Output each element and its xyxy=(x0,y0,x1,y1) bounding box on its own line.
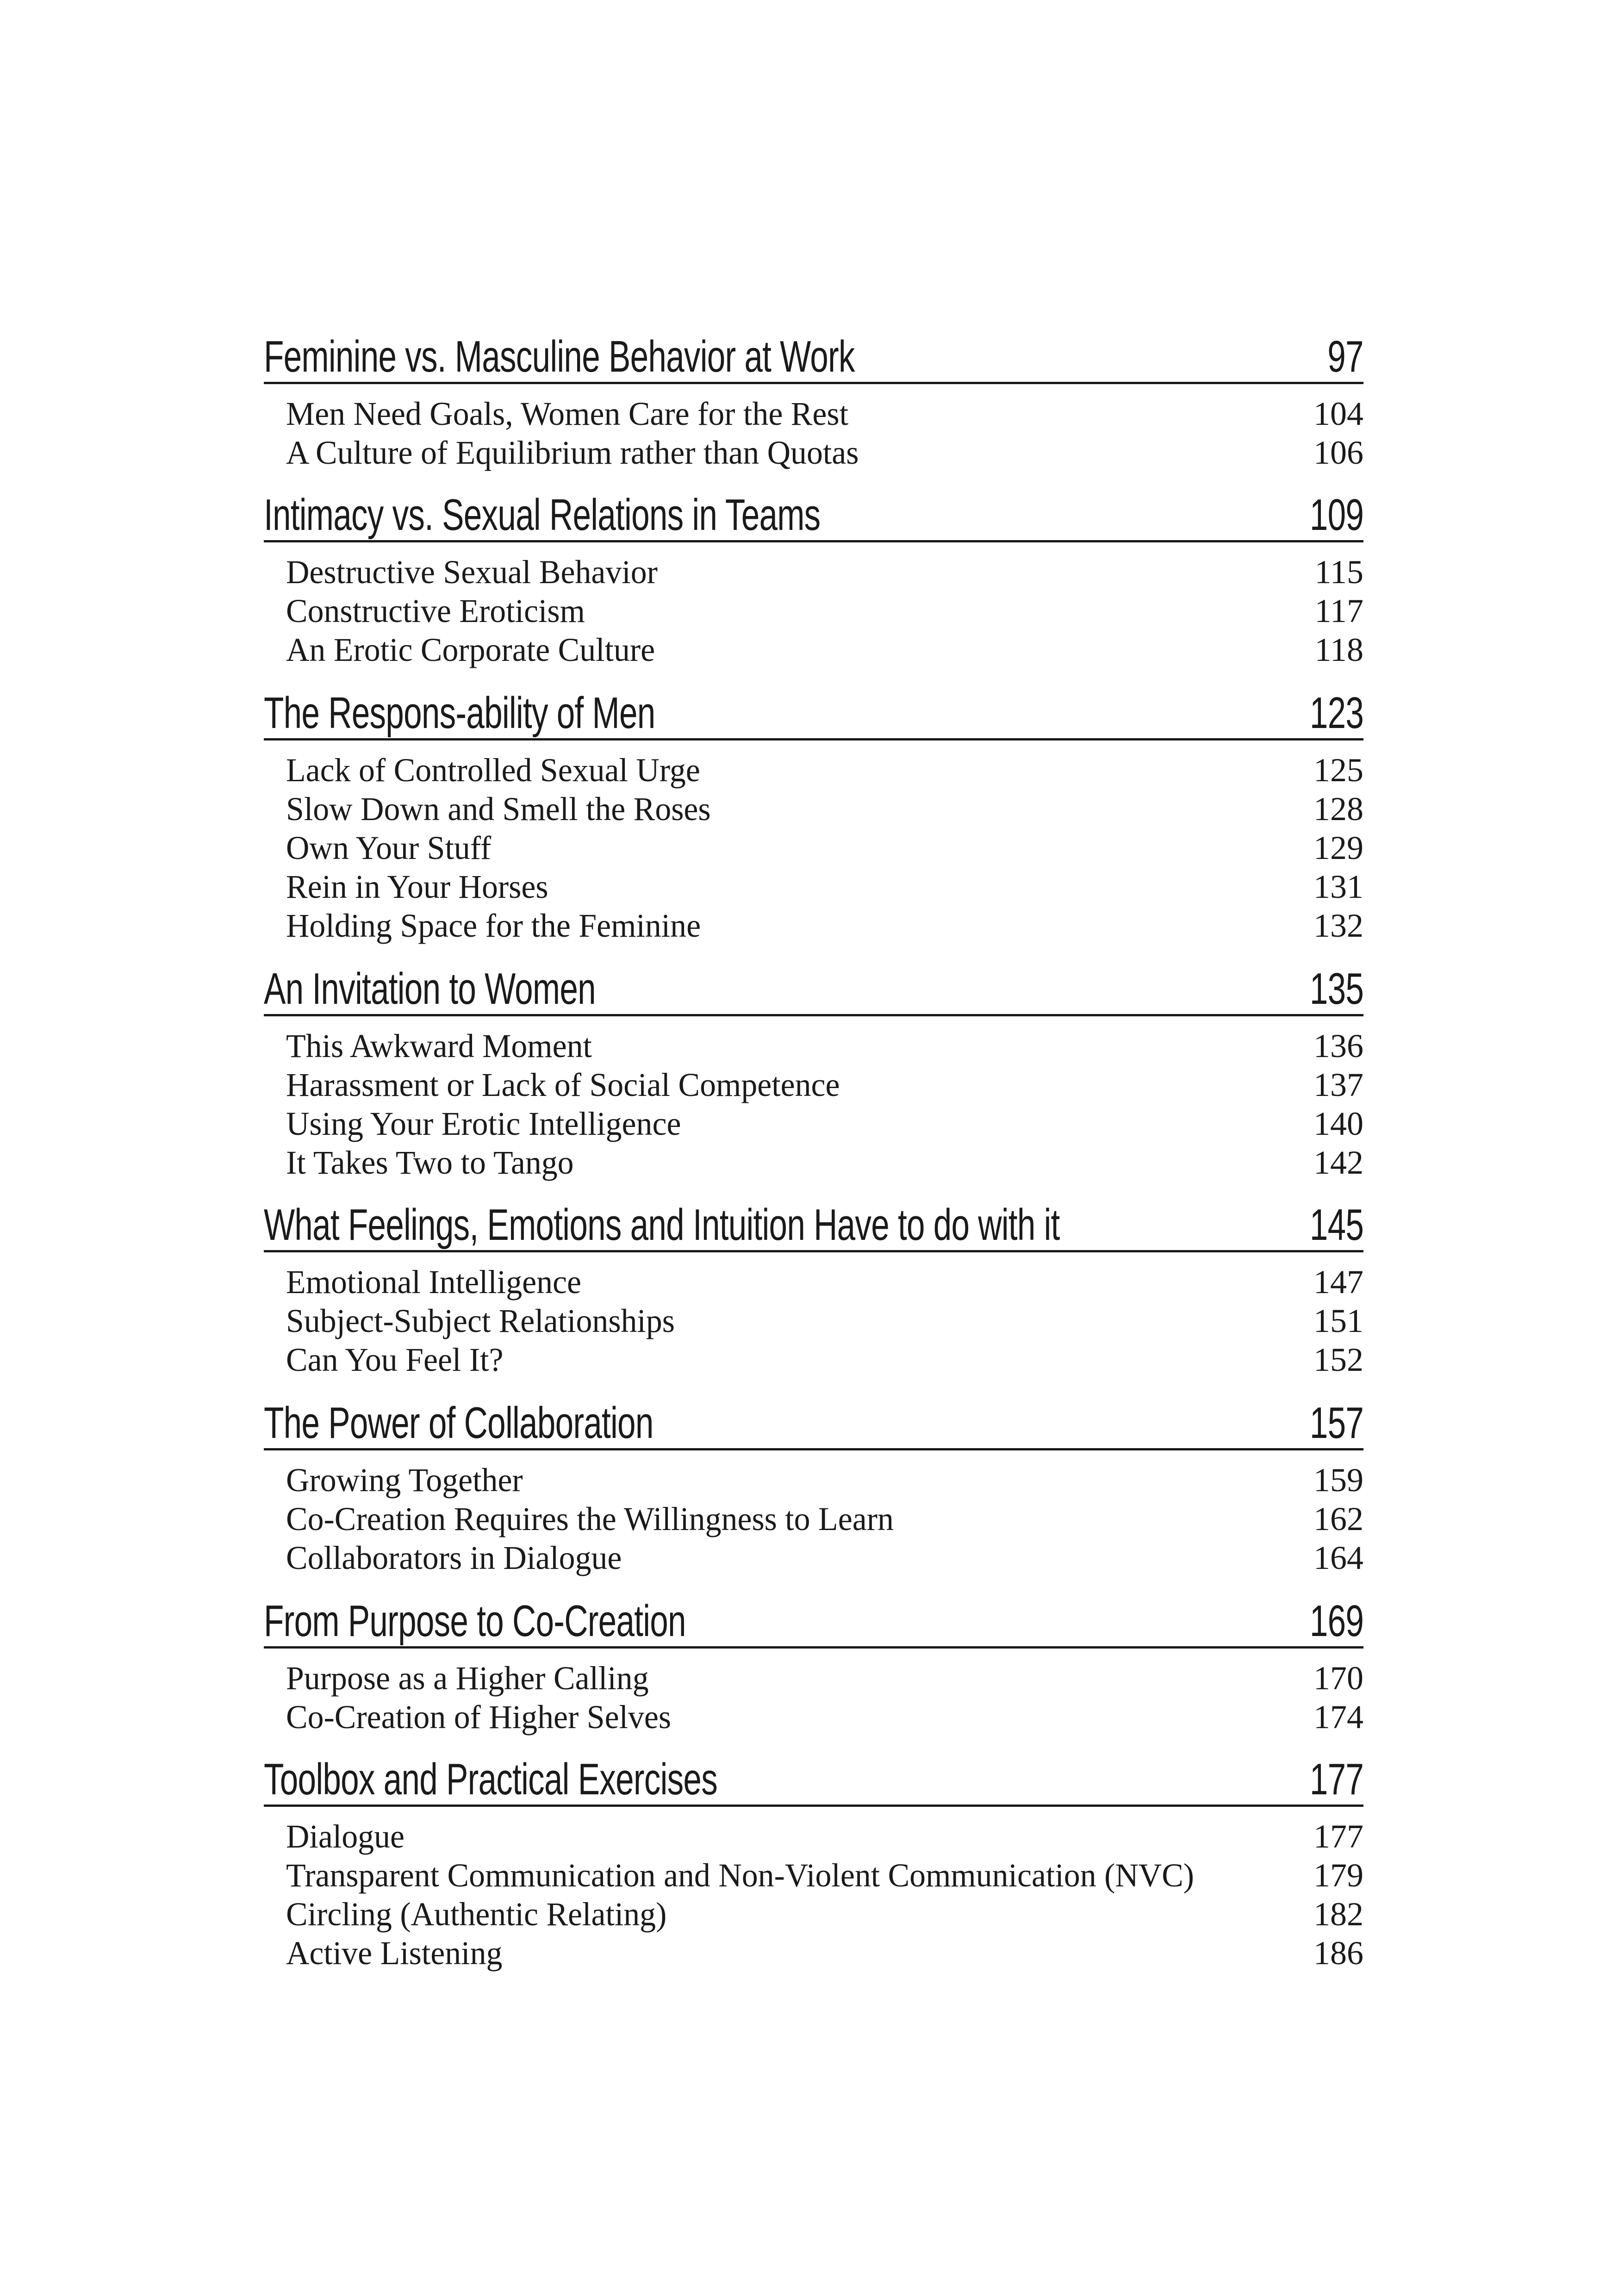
section-title: A Culture of Equilibrium rather than Quotas xyxy=(286,434,859,471)
toc-entry xyxy=(264,1027,1363,1065)
chapter-heading xyxy=(264,1747,1363,1807)
section-title: Circling (Authentic Relating) xyxy=(286,1896,667,1933)
section-title: Co-Creation Requires the Willingness to Learn xyxy=(286,1500,894,1537)
section-page-number: 159 xyxy=(1313,1462,1363,1499)
chapter-heading xyxy=(264,324,1363,384)
section-page-number: 177 xyxy=(1313,1818,1363,1855)
toc-entry xyxy=(264,1538,1363,1577)
chapter-page-number: 169 xyxy=(1309,1596,1363,1646)
section-page-number: 132 xyxy=(1313,907,1363,944)
section-page-number: 182 xyxy=(1313,1896,1363,1933)
section-title: Lack of Controlled Sexual Urge xyxy=(286,752,700,789)
toc-entry xyxy=(264,751,1363,790)
toc-entry xyxy=(264,591,1363,630)
toc-entry xyxy=(264,828,1363,867)
section-list xyxy=(264,384,1363,472)
section-title: Destructive Sexual Behavior xyxy=(286,554,658,591)
toc-entry xyxy=(264,790,1363,828)
chapter-title: From Purpose to Co-Creation xyxy=(264,1596,686,1646)
toc-chapter xyxy=(264,1192,1363,1390)
toc-entry xyxy=(264,1461,1363,1500)
toc-entry xyxy=(264,1895,1363,1934)
chapter-page-number: 157 xyxy=(1309,1398,1363,1448)
toc-chapter xyxy=(264,680,1363,956)
section-title: Own Your Stuff xyxy=(286,829,492,866)
section-title: Men Need Goals, Women Care for the Rest xyxy=(286,395,848,432)
toc-entry xyxy=(264,1104,1363,1143)
section-title: Holding Space for the Feminine xyxy=(286,907,701,944)
toc-entry xyxy=(264,867,1363,906)
section-page-number: 137 xyxy=(1313,1066,1363,1103)
chapter-page-number: 145 xyxy=(1309,1200,1363,1250)
chapter-page-number: 177 xyxy=(1309,1755,1363,1804)
section-page-number: 147 xyxy=(1313,1263,1363,1300)
toc-chapter xyxy=(264,956,1363,1192)
section-title: Co-Creation of Higher Selves xyxy=(286,1699,672,1736)
section-list xyxy=(264,1807,1363,1972)
section-page-number: 131 xyxy=(1313,868,1363,905)
section-page-number: 104 xyxy=(1313,395,1363,432)
toc-entry xyxy=(264,1065,1363,1104)
section-page-number: 117 xyxy=(1314,592,1363,629)
section-page-number: 115 xyxy=(1314,554,1363,591)
section-page-number: 174 xyxy=(1313,1699,1363,1736)
chapter-title: The Respons-ability of Men xyxy=(264,688,655,738)
chapter-title: An Invitation to Women xyxy=(264,964,596,1014)
section-list xyxy=(264,1016,1363,1182)
section-page-number: 129 xyxy=(1313,829,1363,866)
section-title: Slow Down and Smell the Roses xyxy=(286,790,711,828)
section-title: Can You Feel It? xyxy=(286,1341,504,1378)
toc-entry xyxy=(264,1856,1363,1895)
section-page-number: 118 xyxy=(1314,631,1363,668)
toc-chapter xyxy=(264,482,1363,680)
chapter-heading xyxy=(264,1588,1363,1649)
toc-entry xyxy=(264,1143,1363,1182)
section-page-number: 142 xyxy=(1313,1144,1363,1181)
toc-chapter xyxy=(264,324,1363,482)
toc-entry xyxy=(264,906,1363,945)
section-title: Constructive Eroticism xyxy=(286,592,585,629)
chapter-title: Intimacy vs. Sexual Relations in Teams xyxy=(264,490,821,540)
toc-entry xyxy=(264,1340,1363,1379)
toc-chapter xyxy=(264,1390,1363,1588)
chapter-title: Toolbox and Practical Exercises xyxy=(264,1755,717,1804)
toc-entry xyxy=(264,394,1363,433)
section-title: An Erotic Corporate Culture xyxy=(286,631,655,668)
toc-entry xyxy=(264,1659,1363,1698)
section-page-number: 164 xyxy=(1313,1539,1363,1576)
chapter-page-number: 97 xyxy=(1327,332,1363,381)
section-page-number: 136 xyxy=(1313,1027,1363,1064)
toc-entry xyxy=(264,1263,1363,1301)
section-page-number: 140 xyxy=(1313,1105,1363,1142)
toc-entry xyxy=(264,433,1363,472)
chapter-page-number: 109 xyxy=(1309,490,1363,540)
section-page-number: 151 xyxy=(1313,1302,1363,1339)
section-title: It Takes Two to Tango xyxy=(286,1144,574,1181)
section-list xyxy=(264,1252,1363,1379)
toc-entry xyxy=(264,1301,1363,1340)
section-list xyxy=(264,1649,1363,1736)
chapter-page-number: 123 xyxy=(1309,688,1363,738)
section-page-number: 128 xyxy=(1313,790,1363,828)
toc-entry xyxy=(264,1817,1363,1856)
toc-entry xyxy=(264,630,1363,669)
chapter-page-number: 135 xyxy=(1309,964,1363,1014)
toc-chapter xyxy=(264,1588,1363,1747)
section-page-number: 125 xyxy=(1313,752,1363,789)
section-title: This Awkward Moment xyxy=(286,1027,592,1064)
toc-entry xyxy=(264,1500,1363,1538)
section-page-number: 162 xyxy=(1313,1500,1363,1537)
table-of-contents xyxy=(264,324,1363,1983)
section-title: Harassment or Lack of Social Competence xyxy=(286,1066,840,1103)
toc-entry xyxy=(264,1934,1363,1972)
section-title: Active Listening xyxy=(286,1935,503,1972)
section-page-number: 179 xyxy=(1313,1857,1363,1894)
chapter-heading xyxy=(264,1390,1363,1450)
toc-entry xyxy=(264,553,1363,591)
section-page-number: 170 xyxy=(1313,1660,1363,1697)
chapter-heading xyxy=(264,1192,1363,1252)
section-page-number: 186 xyxy=(1313,1935,1363,1972)
chapter-title: Feminine vs. Masculine Behavior at Work xyxy=(264,332,855,381)
section-title: Purpose as a Higher Calling xyxy=(286,1660,649,1697)
section-title: Using Your Erotic Intelligence xyxy=(286,1105,681,1142)
section-title: Rein in Your Horses xyxy=(286,868,548,905)
section-title: Transparent Communication and Non-Violent Communication (NVC) xyxy=(286,1857,1195,1894)
chapter-heading xyxy=(264,482,1363,542)
chapter-title: The Power of Collaboration xyxy=(264,1398,653,1448)
section-page-number: 106 xyxy=(1313,434,1363,471)
section-list xyxy=(264,740,1363,945)
section-page-number: 152 xyxy=(1313,1341,1363,1378)
section-list xyxy=(264,1450,1363,1577)
toc-chapter xyxy=(264,1747,1363,1983)
chapter-heading xyxy=(264,680,1363,740)
section-title: Emotional Intelligence xyxy=(286,1263,582,1300)
section-list xyxy=(264,542,1363,669)
toc-entry xyxy=(264,1698,1363,1736)
chapter-heading xyxy=(264,956,1363,1016)
section-title: Collaborators in Dialogue xyxy=(286,1539,622,1576)
section-title: Dialogue xyxy=(286,1818,405,1855)
section-title: Growing Together xyxy=(286,1462,523,1499)
section-title: Subject-Subject Relationships xyxy=(286,1302,675,1339)
chapter-title: What Feelings, Emotions and Intuition Have to do with it xyxy=(264,1200,1060,1250)
